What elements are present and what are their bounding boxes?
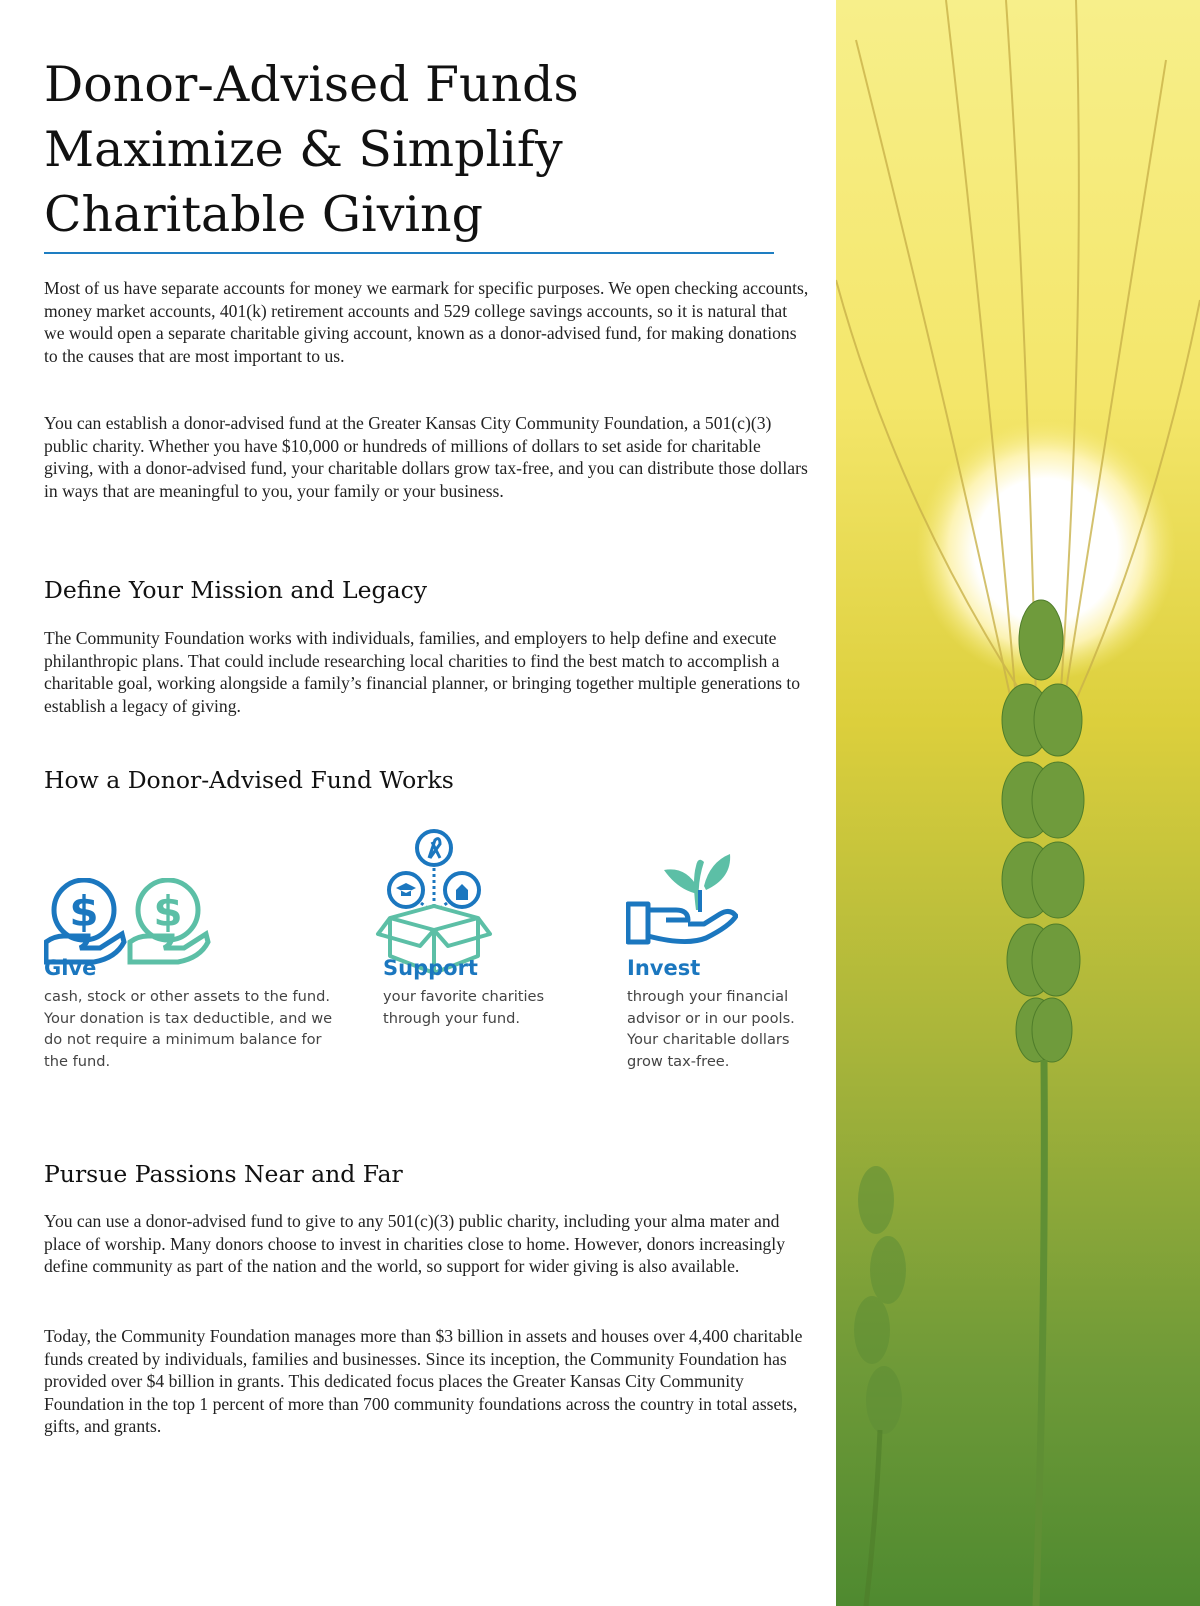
- title-line: Charitable Giving: [44, 186, 483, 243]
- hand-sprout-icon: [626, 850, 738, 950]
- mission-paragraph: The Community Foundation works with individuals, families, and employers to help define and execute philanthropic plans. That could include researching local charities to find the best match to accomplish a charitable goal, working alongside a family’s financial planner, or bringing together multiple generations to establish a legacy of giving.: [44, 628, 801, 716]
- title-line: Donor-Advised Funds: [44, 56, 579, 113]
- title-divider: [44, 252, 774, 254]
- step-text: your favorite charities through your fund.: [383, 988, 545, 1027]
- intro-paragraph-2: You can establish a donor-advised fund at the Greater Kansas City Community Foundation, a 501(c)(3) public charity. Whether you have $10,000 or hundreds of millions of dollars to set aside for charitable giving, with a donor-advised fund, your charitable dollars grow tax-free, and you can distribute those dollars in ways that are meaningful to you, your family or your business.: [44, 413, 808, 501]
- step-title: Invest: [627, 956, 701, 980]
- how-it-works-heading: How a Donor-Advised Fund Works: [44, 766, 454, 794]
- passions-heading: Pursue Passions Near and Far: [44, 1160, 403, 1188]
- intro-paragraph-1: Most of us have separate accounts for money we earmark for specific purposes. We open checking accounts, money market accounts, 401(k) retirement accounts and 529 college savings accounts, so it is natural that we would open a separate charitable giving account, known as a donor-advised fund, for making donations to the causes that are most important to us.: [44, 278, 809, 366]
- title-line: Maximize & Simplify: [44, 121, 563, 178]
- mission-heading: Define Your Mission and Legacy: [44, 576, 428, 604]
- open-box-causes-icon: [374, 828, 494, 976]
- passions-paragraph-2: Today, the Community Foundation manages more than $3 billion in assets and houses over 4,400 charitable funds created by individuals, families and businesses. Since its inception, the Community Foundation has provided over $4 billion in grants. This dedicated focus places the Greater Kansas City Community Foundation in the top 1 percent of more than 700 community foundations across the country in total assets, gifts, and grants.: [44, 1326, 803, 1436]
- wheat-photo: [836, 0, 1200, 1606]
- page-title: [44, 52, 804, 247]
- step-text: cash, stock or other assets to the fund. Your donation is tax deductible, and we do not require a minimum balance for the fund.: [44, 988, 333, 1070]
- svg-text:$: $: [153, 887, 183, 936]
- passions-paragraph-1: You can use a donor-advised fund to give to any 501(c)(3) public charity, including your alma mater and place of worship. Many donors choose to invest in charities close to home. However, donors increasingly define community as part of the nation and the world, so support for wider giving is also available.: [44, 1211, 785, 1276]
- step-invest: [627, 956, 817, 1072]
- hand-dollar-coins-icon: [44, 878, 214, 968]
- step-support: [383, 956, 583, 1029]
- step-text: through your financial advisor or in our pools. Your charitable dollars grow tax-free.: [627, 988, 795, 1070]
- svg-text:$: $: [69, 887, 99, 936]
- step-title: Support: [383, 956, 478, 980]
- step-title: Give: [44, 956, 97, 980]
- step-give: [44, 956, 334, 1072]
